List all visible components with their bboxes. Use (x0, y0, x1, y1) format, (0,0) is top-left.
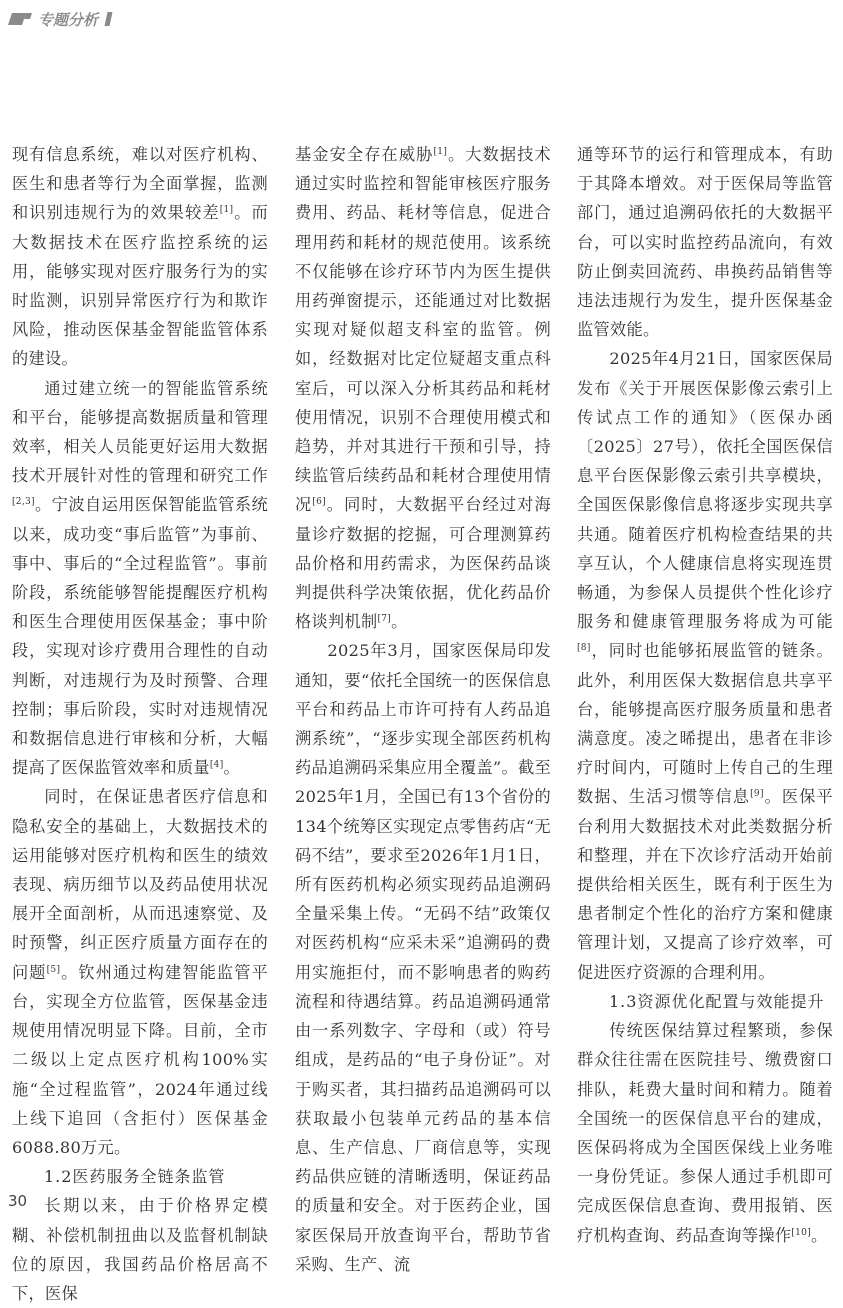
citation[interactable]: [10] (791, 1227, 812, 1238)
paragraph: 通等环节的运行和管理成本，有助于其降本增效。对于医保局等监管部门，通过追溯码依托的大数据平台，可以实时监控药品流向，有效防止倒卖回流药、串换药品销售等违法违规行为发生，提升医保基金监管效能。 (577, 145, 833, 340)
section-title: 专题分析 (38, 10, 99, 29)
page-number: 30 (8, 1192, 28, 1210)
section-heading: 1.2医药服务全链条监管 (44, 1167, 226, 1187)
paragraph: 同时，在保证患者医疗信息和隐私安全的基础上，大数据技术的运用能够对医疗机构和医生的绩效表现、病历细节以及药品使用状况展开全面剖析，从而迅速察觉、及时预警，纠正医疗质量方面存在的问题[5]。钦州通过构建智能监管平台，实现全方位监管，医保基金违规使用情况明显下降。目前，全市二级以上定点医疗机构100%实施“全过程监管”，2024年通过线上线下追回（含拒付）医保基金6088.80万元。 (12, 787, 268, 1157)
paragraph: 现有信息系统，难以对医疗机构、医生和患者等行为全面掌握，监测和识别违规行为的效果较差[1]。而大数据技术在医疗监控系统的运用，能够实现对医疗服务行为的实时监测，识别异常医疗行为和欺诈风险，推动医保基金智能监管体系的建设。 (12, 145, 268, 369)
citation[interactable]: [9] (750, 789, 764, 800)
paragraph: 长期以来，由于价格界定模糊、补偿机制扭曲以及监督机制缺位的原因，我国药品价格居高不下，医保 (12, 1196, 268, 1303)
citation[interactable]: [7] (377, 614, 392, 625)
paragraph: 2025年4月21日，国家医保局发布《关于开展医保影像云索引上传试点工作的通知》（医保办函〔2025〕27号），依托全国医保信息平台医保影像云索引共享模块，全国医保影像信息将逐步实现共享共通。随着医疗机构检查结果的共享互认，个人健康信息将实现连贯畅通，为参保人员提供个性化诊疗服务和健康管理服务将成为可能[8]，同时也能够拓展监管的链条。此外，利用医保大数据信息共享平台，能够提高医疗服务质量和患者满意度。凌之晞提出，患者在非诊疗时间内，可随时上传自己的生理数据、生活习惯等信息[9]。医保平台利用大数据技术对此类数据分析和整理，并在下次诊疗活动开始前提供给相关医生，既有利于医生为患者制定个性化的治疗方案和健康管理计划，又提高了诊疗效率，可促进医疗资源的合理利用。 (577, 349, 834, 982)
citation[interactable]: [5] (46, 964, 61, 975)
citation[interactable]: [1] (433, 147, 448, 157)
header-bar-icon (105, 12, 113, 26)
citation[interactable]: [6] (312, 497, 326, 508)
text-column-2 (295, 140, 551, 1279)
text-column-3 (577, 140, 833, 1250)
paragraph: 2025年3月，国家医保局印发通知，要“依托全国统一的医保信息平台和药品上市许可持有人药品追溯系统”，“逐步实现全部医药机构药品追溯码采集应用全覆盖”。截至2025年1月，全国已有13个省份的134个统筹区实现定点零售药店“无码不结”，要求至2026年1月1日，所有医药机构必须实现药品追溯码全量采集上传。“无码不结”政策仅对医药机构“应采未采”追溯码的费用实施拒付，而不影响患者的购药流程和待遇结算。药品追溯码通常由一系列数字、字母和（或）符号组成，是药品的“电子身份证”。对于购买者，其扫描药品追溯码可以获取最小包装单元药品的基本信息、生产信息、厂商信息等，实现药品供应链的清晰透明，保证药品的质量和安全。对于医药企业，国家医保局开放查询平台，帮助节省采购、生产、流 (295, 641, 551, 1274)
citation[interactable]: [8] (577, 643, 591, 654)
text-column-1 (12, 140, 268, 1308)
paragraph: 基金安全存在威胁[1]。大数据技术通过实时监控和智能审核医疗服务费用、药品、耗材等信息，促进合理用药和耗材的规范使用。该系统不仅能够在诊疗环节内为医生提供用药弹窗提示，还能通过对比数据实现对疑似超支科室的监管。例如，经数据对比定位疑超支重点科室后，可以深入分析其药品和耗材使用情况，识别不合理使用模式和趋势，并对其进行干预和引导，持续监管后续药品和耗材合理使用情况[6]。同时，大数据平台经过对海量诊疗数据的挖掘，可合理测算药品价格和用药需求，为医保药品谈判提供科学决策依据，优化药品价格谈判机制[7]。 (295, 145, 551, 632)
section-marker-icon (10, 13, 32, 25)
citation[interactable]: [2,3] (12, 497, 35, 508)
running-header (10, 8, 111, 30)
paragraph: 传统医保结算过程繁琐，参保群众往往需在医院挂号、缴费窗口排队，耗费大量时间和精力。随着全国统一的医保信息平台的建成，医保码将成为全国医保线上业务唯一身份凭证。参保人通过手机即可完成医保信息查询、费用报销、医疗机构查询、药品查询等操作[10]。 (577, 1021, 833, 1245)
citation[interactable]: [4] (209, 760, 224, 771)
paragraph: 通过建立统一的智能监管系统和平台，能够提高数据质量和管理效率，相关人员能更好运用大数据技术开展针对性的管理和研究工作[2,3]。宁波自运用医保智能监管系统以来，成功变“事后监管”为事前、事中、事后的“全过程监管”。事前阶段，系统能够智能提醒医疗机构和医生合理使用医保基金；事中阶段，实现对诊疗费用合理性的自动判断，对违规行为及时预警、合理控制；事后阶段，实时对违规情况和数据信息进行审核和分析，大幅提高了医保监管效率和质量[4]。 (12, 378, 268, 778)
section-heading: 1.3资源优化配置与效能提升 (609, 991, 825, 1011)
citation[interactable]: [1] (219, 205, 234, 216)
